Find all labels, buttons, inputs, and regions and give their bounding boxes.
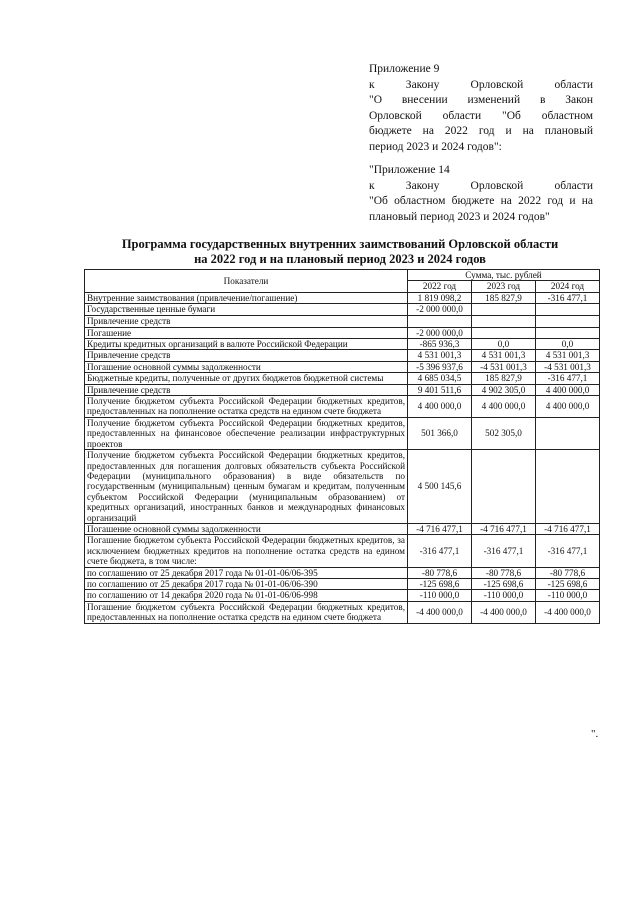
row-label: Внутренние заимствования (привлечение/погашение) (85, 292, 408, 303)
value-2024: 4 400 000,0 (536, 384, 600, 395)
header-year-2022: 2022 год (408, 281, 472, 292)
value-2022: -2 000 000,0 (408, 304, 472, 315)
appendix-quoted-line: "Об областном бюджете на 2022 год и на (369, 195, 593, 207)
row-label: Погашение основной суммы задолженности (85, 361, 408, 372)
value-2022: -80 778,6 (408, 567, 472, 578)
value-2022: -5 396 937,6 (408, 361, 472, 372)
table-row (85, 417, 600, 449)
header-indicators: Показатели (85, 270, 408, 293)
row-label: Бюджетные кредиты, полученные от других бюджетов бюджетной системы (85, 373, 408, 384)
value-2022 (408, 315, 472, 327)
value-2023: -4 716 477,1 (472, 523, 536, 534)
table-row (85, 396, 600, 418)
value-2024 (536, 304, 600, 315)
row-label: Погашение основной суммы задолженности (85, 523, 408, 534)
value-2024: -316 477,1 (536, 373, 600, 384)
value-2023: 502 305,0 (472, 417, 536, 449)
appendix-line: бюджете на 2022 год и на плановый (369, 125, 593, 137)
table-row (85, 350, 600, 361)
appendix-line: к Закону Орловской области (369, 78, 593, 91)
value-2023: 4 902 305,0 (472, 384, 536, 395)
value-2024 (536, 315, 600, 327)
title-line-1: Программа государственных внутренних заимствований Орловской области (121, 237, 559, 251)
table-header-row (85, 270, 600, 281)
row-label: Привлечение средств (85, 350, 408, 361)
value-2022: 1 819 098,2 (408, 292, 472, 303)
table-row (85, 523, 600, 534)
table-row (85, 292, 600, 303)
value-2023: 185 827,9 (472, 292, 536, 303)
appendix-quoted-note (369, 163, 593, 225)
value-2023 (472, 304, 536, 315)
appendix-quoted-line: к Закону Орловской области (369, 179, 593, 192)
value-2023: -125 698,6 (472, 578, 536, 589)
header-year-2023: 2023 год (472, 281, 536, 292)
table-row (85, 384, 600, 395)
value-2024: -80 778,6 (536, 567, 600, 578)
appendix-line: Орловской области "Об областном (369, 109, 593, 122)
value-2024 (536, 327, 600, 338)
row-label: Государственные ценные бумаги (85, 304, 408, 315)
value-2023: 185 827,9 (472, 373, 536, 384)
row-label: Привлечение средств (85, 315, 408, 327)
value-2022: 9 401 511,6 (408, 384, 472, 395)
appendix-quoted-line: плановый период 2023 и 2024 годов" (369, 210, 550, 223)
appendix-note (369, 62, 593, 155)
value-2024 (536, 450, 600, 524)
appendix-quoted-title: "Приложение 14 (369, 164, 450, 176)
value-2023: 4 400 000,0 (472, 396, 536, 418)
row-label: Получение бюджетом субъекта Российской Федерации бюджетных кредитов, предоставленных на пополнение остатка средств на едином счете бюджета (85, 396, 408, 418)
value-2024: -4 400 000,0 (536, 601, 600, 623)
value-2024: 4 400 000,0 (536, 396, 600, 418)
value-2024: 4 531 001,3 (536, 350, 600, 361)
value-2024: -316 477,1 (536, 535, 600, 567)
table-row (85, 601, 600, 623)
value-2024: 0,0 (536, 339, 600, 350)
header-year-2024: 2024 год (536, 281, 600, 292)
table-row (85, 304, 600, 315)
row-label: Получение бюджетом субъекта Российской Федерации бюджетных кредитов, предоставленных на финансовое обеспечение реализации инфраструктурных проектов (85, 417, 408, 449)
row-label: Получение бюджетом субъекта Российской Федерации бюджетных кредитов, предоставленных для погашения долговых обязательств субъекта Российской Федерации (муниципального образования) в виде обязательств по государственным (муниципальным) ценным бумагам и кредитам, полученным субъектом Российской Федерации (муниципальным образованием) от кредитных организаций, иностранных банков и международных финансовых организаций (85, 450, 408, 524)
value-2023 (472, 327, 536, 338)
value-2023: -110 000,0 (472, 590, 536, 601)
table-row (85, 361, 600, 372)
value-2024 (536, 417, 600, 449)
value-2022: 501 366,0 (408, 417, 472, 449)
borrowing-program-table (84, 269, 600, 624)
appendix-title: Приложение 9 (369, 63, 440, 75)
value-2023: -4 400 000,0 (472, 601, 536, 623)
value-2023: 0,0 (472, 339, 536, 350)
row-label: по соглашению от 14 декабря 2020 года № 01-01-06/06-998 (85, 590, 408, 601)
value-2022: 4 500 145,6 (408, 450, 472, 524)
table-row (85, 535, 600, 567)
value-2022: 4 531 001,3 (408, 350, 472, 361)
row-label: Погашение (85, 327, 408, 338)
value-2022: 4 400 000,0 (408, 396, 472, 418)
value-2023: -316 477,1 (472, 535, 536, 567)
appendix-line: период 2023 и 2024 годов": (369, 140, 502, 153)
row-label: по соглашению от 25 декабря 2017 года № 01-01-06/06-395 (85, 567, 408, 578)
value-2022: -110 000,0 (408, 590, 472, 601)
table-row (85, 590, 600, 601)
table-row (85, 373, 600, 384)
value-2024: -125 698,6 (536, 578, 600, 589)
table-row (85, 567, 600, 578)
value-2024: -316 477,1 (536, 292, 600, 303)
closing-quote: ". (591, 728, 599, 740)
header-sum: Сумма, тыс. рублей (408, 270, 600, 281)
table-row (85, 450, 600, 524)
value-2022: -4 400 000,0 (408, 601, 472, 623)
row-label: Кредиты кредитных организаций в валюте Российской Федерации (85, 339, 408, 350)
value-2024: -4 716 477,1 (536, 523, 600, 534)
value-2022: -125 698,6 (408, 578, 472, 589)
title-line-2: на 2022 год и на плановый период 2023 и 2024 годов (194, 252, 486, 266)
row-label: Погашение бюджетом субъекта Российской Федерации бюджетных кредитов, предоставленных на пополнение остатка средств на едином счете бюджета (85, 601, 408, 623)
value-2023: -4 531 001,3 (472, 361, 536, 372)
row-label: Погашение бюджетом субъекта Российской Федерации бюджетных кредитов, за исключением бюджетных кредитов на пополнение остатка средств на едином счете бюджета, в том числе: (85, 535, 408, 567)
document-title (40, 237, 640, 267)
value-2023 (472, 315, 536, 327)
value-2022: -316 477,1 (408, 535, 472, 567)
value-2022: -4 716 477,1 (408, 523, 472, 534)
value-2023 (472, 450, 536, 524)
row-label: по соглашению от 25 декабря 2017 года № 01-01-06/06-390 (85, 578, 408, 589)
value-2022: -865 936,3 (408, 339, 472, 350)
value-2024: -110 000,0 (536, 590, 600, 601)
value-2022: 4 685 034,5 (408, 373, 472, 384)
value-2022: -2 000 000,0 (408, 327, 472, 338)
table-row (85, 339, 600, 350)
table-row (85, 315, 600, 327)
value-2024: -4 531 001,3 (536, 361, 600, 372)
table-row (85, 327, 600, 338)
value-2023: -80 778,6 (472, 567, 536, 578)
row-label: Привлечение средств (85, 384, 408, 395)
appendix-line: "О внесении изменений в Закон (369, 94, 593, 106)
value-2023: 4 531 001,3 (472, 350, 536, 361)
table-row (85, 578, 600, 589)
